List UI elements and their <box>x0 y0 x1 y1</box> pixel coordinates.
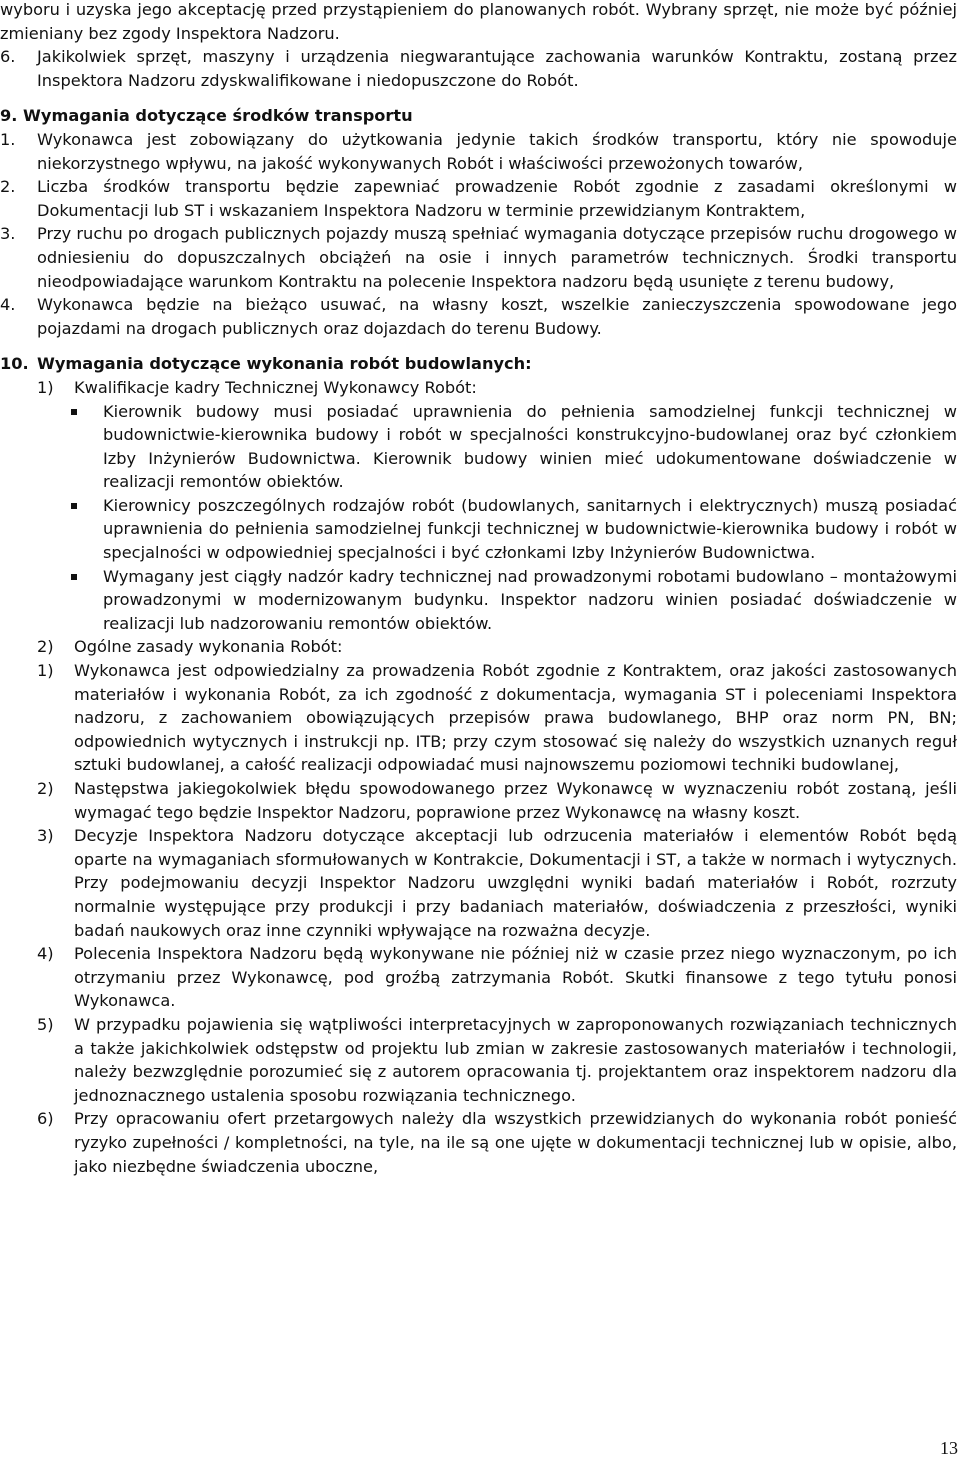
item-number: 1) <box>37 661 54 681</box>
list-item <box>37 659 957 777</box>
bullet-text: Kierownicy poszczególnych rodzajów robót (budowlanych, sanitarnych i elektrycznych) muszą posiadać uprawnienia do pełnienia samodzielnej funkcji technicznej w budownictwie-kierownika budowy i robót w specjalności w odpowiedniej specjalności i być członkami Izby Inżynierów Budownictwa. <box>103 495 957 563</box>
subsection-number: 2) <box>37 637 54 657</box>
subsection-number: 1) <box>37 377 54 397</box>
section-title: Wymagania dotyczące wykonania robót budowlanych: <box>37 354 532 374</box>
item-number: 6. <box>0 47 16 67</box>
section-number: 10. <box>0 354 29 374</box>
item-text: Następstwa jakiegokolwiek błędu spowodowanego przez Wykonawcę w wyznaczeniu robót zostaną, jeśli wymagać tego będzie Inspektor Nadzoru, poprawione przez Wykonawcę na własny koszt. <box>74 779 957 822</box>
square-bullet-icon <box>70 494 103 565</box>
list-item <box>0 45 957 92</box>
bullet-item <box>70 400 957 494</box>
section-9-heading: 9. Wymagania dotyczące środków transportu <box>0 106 413 126</box>
item-number: 4) <box>37 944 54 964</box>
square-bullet-icon <box>70 400 103 494</box>
section-10-heading <box>0 352 957 376</box>
item-number: 6) <box>37 1109 54 1129</box>
intro-paragraph: wyboru i uzyska jego akceptację przed przystąpieniem do planowanych robót. Wybrany sprzęt, nie może być później zmieniany bez zgody Inspektora Nadzoru. <box>0 0 957 43</box>
item-text: Wykonawca jest zobowiązany do użytkowania jedynie takich środków transportu, który nie spowoduje niekorzystnego wpływu, na jakość wykonywanych Robót i właściwości przewożonych towarów, <box>37 129 957 173</box>
list-item <box>37 777 957 824</box>
item-number: 3) <box>37 826 54 846</box>
list-item <box>37 942 957 1013</box>
list-item <box>37 824 957 942</box>
subsection-title: Kwalifikacje kadry Technicznej Wykonawcy Robót: <box>74 377 477 397</box>
list-item <box>0 175 957 222</box>
item-text: Liczba środków transportu będzie zapewniać prowadzenie Robót zgodnie z zasadami określonymi w Dokumentacji lub ST i wskazaniem Inspektora Nadzoru w terminie przewidzianym Kontraktem, <box>37 177 957 220</box>
item-text: W przypadku pojawienia się wątpliwości interpretacyjnych w zaproponowanych rozwiązaniach technicznych a także jakichkolwiek odstępstw od projektu lub zmian w zakresie zastosowanych materiałów i technologii, należy bezwzględnie porozumieć się z autorem opracowania tj. projektantem oraz inspektorem nadzoru dla jednoznacznego ustalenia sposobu rozwiązania technicznego. <box>74 1014 957 1105</box>
subsection-title: Ogólne zasady wykonania Robót: <box>74 637 343 657</box>
item-number: 5) <box>37 1014 54 1034</box>
page-number: 13 <box>940 1438 958 1458</box>
subsection-1-heading <box>37 376 957 400</box>
item-number: 1. <box>0 129 16 149</box>
item-text: Przy ruchu po drogach publicznych pojazdy muszą spełniać wymagania dotyczące przepisów ruchu drogowego w odniesieniu do dopuszczalnych obciążeń na osie i innych parametrów technicznych. Środki transportu nieodpowiadające warunkom Kontraktu na polecenie Inspektora nadzoru będą usunięte z terenu budowy, <box>37 224 957 291</box>
item-number: 2. <box>0 177 16 197</box>
item-text: Jakikolwiek sprzęt, maszyny i urządzenia niegwarantujące zachowania warunków Kontraktu, zostaną przez Inspektora Nadzoru zdyskwalifikowane i niedopuszczone do Robót. <box>37 47 957 90</box>
item-text: Polecenia Inspektora Nadzoru będą wykonywane nie później niż w czasie przez niego wyznaczonym, po ich otrzymaniu przez Wykonawcę, pod groźbą zatrzymania Robót. Skutki finansowe z tego tytułu ponosi Wykonawca. <box>74 944 957 1011</box>
item-text: Wykonawca będzie na bieżąco usuwać, na własny koszt, wszelkie zanieczyszczenia spowodowane jego pojazdami na drogach publicznych oraz dojazdach do terenu Budowy. <box>37 295 957 338</box>
subsection-2-heading <box>37 635 957 659</box>
item-text: Przy opracowaniu ofert przetargowych należy dla wszystkich przewidzianych do wykonania robót ponieść ryzyko zupełności / kompletności, na tyle, na ile są one ujęte w dokumentacji technicznej lub w opisie, albo, jako niezbędne świadczenia uboczne, <box>74 1109 957 1176</box>
item-number: 3. <box>0 224 16 244</box>
square-bullet-icon <box>70 565 103 636</box>
bullet-item <box>70 494 957 565</box>
item-number: 4. <box>0 295 16 315</box>
bullet-item <box>70 565 957 636</box>
list-item <box>0 222 957 293</box>
bullet-text: Wymagany jest ciągły nadzór kadry technicznej nad prowadzonymi robotami budowlano – montażowymi prowadzonymi w modernizowanym budynku. Inspektor nadzoru winien posiadać doświadczenie w realizacji lub nadzorowaniu remontów obiektów. <box>103 566 957 633</box>
bullet-text: Kierownik budowy musi posiadać uprawnienia do pełnienia samodzielnej funkcji technicznej w budownictwie-kierownika budowy i robót w specjalności konstrukcyjno-budowlanej oraz być członkiem Izby Inżynierów Budownictwa. Kierownik budowy winien mieć udokumentowane doświadczenie w realizacji remontów obiektów. <box>103 401 957 492</box>
item-text: Decyzje Inspektora Nadzoru dotyczące akceptacji lub odrzucenia materiałów i elementów Robót będą oparte na wymaganiach sformułowanych w Kontrakcie, Dokumentacji i ST, a także w normach i wytycznych. Przy podejmowaniu decyzji Inspektor Nadzoru uwzględni wyniki badań materiałów i Robót, rozrzuty normalnie występujące przy produkcji i przy badaniach materiałów, doświadczenia z przeszłości, wyniki badań naukowych oraz inne czynniki wpływające na rozważna decyzje. <box>74 826 957 940</box>
item-number: 2) <box>37 779 54 798</box>
list-item <box>37 1107 957 1178</box>
list-item <box>37 1013 957 1107</box>
item-text: Wykonawca jest odpowiedzialny za prowadzenia Robót zgodnie z Kontraktem, oraz jakości zastosowanych materiałów i wykonania Robót, za ich zgodność z dokumentacja, wymagania ST i poleceniami Inspektora nadzoru, z zachowaniem obowiązujących przepisów prawa budowlanego, BHP oraz norm PN, BN; odpowiednich wytycznych i instrukcji np. ITB; przy czym stosować się należy do wszystkich uznanych reguł sztuki budowlanej, a całość realizacji odpowiadać musi najnowszemu poziomowi techniki budowlanej, <box>74 661 957 775</box>
list-item <box>0 128 957 175</box>
list-item <box>0 293 957 340</box>
